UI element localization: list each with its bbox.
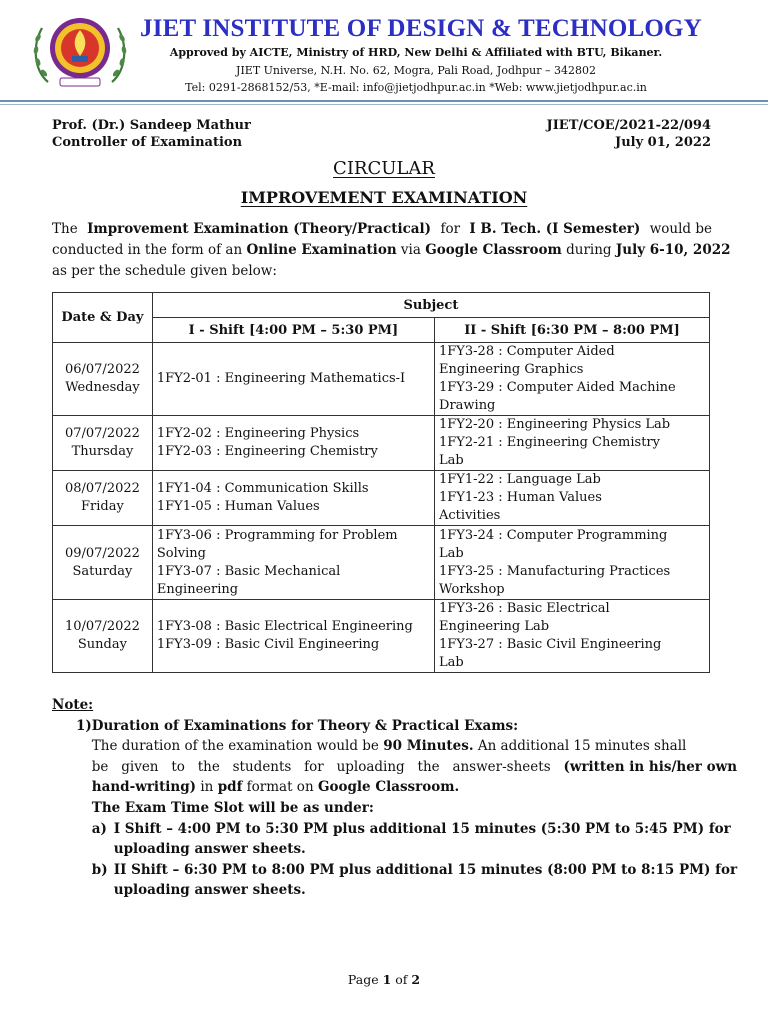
subject-line: Engineering Graphics: [439, 362, 584, 377]
subject-line: 1FY2-03 : Engineering Chemistry: [156, 444, 378, 459]
exam-day: Thursday: [71, 444, 134, 459]
exam-date: 06/07/2022: [64, 362, 140, 377]
duration-word: students: [232, 758, 292, 775]
slot-heading: The Exam Time Slot will be as under:: [91, 799, 374, 816]
table-row: [53, 600, 710, 673]
intro-bold-mode: Online Examination: [246, 242, 397, 258]
header-divider-thin: [0, 104, 768, 105]
signatory-name: Prof. (Dr.) Sandeep Mathur: [52, 118, 251, 133]
header-subject: Subject: [152, 293, 709, 318]
table-row: [53, 471, 710, 526]
duration-word: the: [197, 758, 220, 775]
intro-line-1: [52, 219, 712, 240]
exam-date: 08/07/2022: [64, 481, 140, 496]
page-number: 1: [382, 972, 392, 987]
subject-line: 1FY3-26 : Basic Electrical: [439, 601, 610, 616]
subject-line: Lab: [439, 545, 464, 561]
table-row: [53, 526, 710, 600]
reference-date: July 01, 2022: [615, 135, 711, 150]
intro-text: would be: [649, 221, 712, 237]
schedule-body: [53, 343, 710, 673]
subject-line: Activities: [439, 508, 501, 523]
subject-line: 1FY3-09 : Basic Civil Engineering: [156, 637, 380, 652]
duration-bold-platform: Google Classroom.: [317, 779, 460, 796]
page-footer: [0, 972, 768, 987]
header-divider: [0, 100, 768, 102]
subject-line: 1FY2-01 : Engineering Mathematics-I: [156, 371, 406, 386]
duration-word: given: [121, 758, 159, 775]
subject-line: 1FY1-22 : Language Lab: [439, 472, 601, 487]
intro-text: conducted in the form of an: [52, 242, 247, 258]
subject-line: 1FY3-29 : Computer Aided Machine: [439, 380, 676, 395]
slot-line-2: uploading answer sheets.: [113, 882, 306, 899]
subject-line: 1FY3-08 : Basic Electrical Engineering: [156, 619, 413, 634]
subject-line: Workshop: [439, 581, 505, 597]
reference-number: JIET/COE/2021-22/094: [546, 118, 711, 133]
duration-word: answer-sheets: [452, 758, 551, 775]
intro-bold-course: I B. Tech. (I Semester): [469, 221, 641, 237]
subject-line: 1FY3-28 : Computer Aided: [439, 344, 615, 359]
intro-text: during: [561, 242, 616, 258]
shift-1-cell: [152, 416, 434, 471]
contact-line: Tel: 0291-2868152/53, *E-mail: info@jietjodhpur.ac.in *Web: www.jietjodhpur.ac.in: [185, 81, 647, 94]
duration-word: be: [91, 758, 109, 775]
shift-1-cell: [152, 526, 434, 600]
duration-word: for: [304, 758, 324, 775]
header-date-day: Date & Day: [53, 293, 153, 343]
duration-text: format on: [242, 779, 318, 796]
header-shift-1: I - Shift [4:00 PM – 5:30 PM]: [152, 318, 434, 343]
duration-line-1: [92, 736, 737, 757]
duration-bold-format: pdf: [217, 779, 243, 796]
address-line: JIET Universe, N.H. No. 62, Mogra, Pali Road, Jodhpur – 342802: [236, 64, 596, 77]
exam-day: Sunday: [77, 637, 127, 652]
duration-bold-minutes: 90 Minutes.: [383, 738, 474, 755]
duration-text: An additional 15 minutes shall: [473, 738, 687, 755]
intro-bold-exam-type: Improvement Examination (Theory/Practical): [87, 221, 432, 237]
exam-schedule-table: [52, 292, 710, 673]
shift-2-cell: [435, 600, 710, 673]
exam-day: Friday: [81, 499, 124, 514]
subject-line: Lab: [439, 655, 464, 670]
exam-day: Saturday: [72, 563, 133, 579]
intro-bold-dates: July 6-10, 2022: [615, 242, 731, 258]
duration-line-3: [92, 777, 737, 798]
duration-word: uploading: [336, 758, 405, 775]
shift-1-cell: [152, 471, 434, 526]
approval-line: Approved by AICTE, Ministry of HRD, New Delhi & Affiliated with BTU, Bikaner.: [169, 46, 663, 59]
intro-text: The: [52, 221, 78, 237]
exam-day: Wednesday: [65, 380, 140, 395]
reference-block: [547, 117, 711, 151]
subject-line: 1FY3-24 : Computer Programming: [439, 527, 668, 543]
subject-line: 1FY2-02 : Engineering Physics: [156, 426, 360, 441]
intro-paragraph: [52, 219, 731, 282]
subject-line: 1FY1-23 : Human Values: [439, 490, 602, 505]
subject-line: 1FY1-04 : Communication Skills: [156, 481, 369, 496]
slot-item: [92, 860, 737, 901]
note-item-body: [92, 716, 737, 901]
subject-line: Engineering: [156, 581, 239, 597]
subject-line: Engineering Lab: [439, 619, 550, 634]
duration-word: the: [417, 758, 440, 775]
shift-2-cell: [435, 343, 710, 416]
table-row: [53, 343, 710, 416]
slot-text: [114, 819, 737, 860]
slot-item: [92, 819, 737, 860]
subject-line: 1FY2-20 : Engineering Physics Lab: [439, 417, 671, 432]
signatory-block: [52, 117, 251, 151]
page-total: 2: [411, 972, 421, 987]
date-cell: [53, 600, 153, 673]
shift-1-cell: [152, 600, 434, 673]
intro-line-2: [52, 240, 731, 261]
duration-text: The duration of the examination would be: [91, 738, 384, 755]
exam-title: IMPROVEMENT EXAMINATION: [240, 188, 528, 207]
circular-title: CIRCULAR: [333, 158, 435, 179]
page-of: of: [391, 972, 412, 987]
intro-bold-platform: Google Classroom: [425, 242, 562, 258]
notes-section: [52, 695, 738, 901]
shift-2-cell: [435, 471, 710, 526]
date-cell: [53, 416, 153, 471]
subject-line: Drawing: [439, 398, 496, 413]
slot-line-1: II Shift – 6:30 PM to 8:00 PM plus additional 15 minutes (8:00 PM to 8:15 PM) for: [113, 861, 738, 878]
slot-list: [92, 819, 737, 901]
exam-date: 09/07/2022: [64, 545, 140, 561]
note-item-number: 1): [76, 717, 92, 734]
table-row: [53, 416, 710, 471]
slot-label: a): [91, 820, 107, 837]
note-item-title: Duration of Examinations for Theory & Practical Exams:: [91, 717, 519, 734]
subject-line: 1FY3-27 : Basic Civil Engineering: [439, 637, 662, 652]
shift-2-cell: [435, 416, 710, 471]
letterhead: [0, 0, 768, 104]
subject-line: 1FY3-25 : Manufacturing Practices: [439, 563, 671, 579]
page-label: Page: [347, 972, 383, 987]
intro-line-3: as per the schedule given below:: [52, 263, 277, 279]
shift-2-cell: [435, 526, 710, 600]
intro-text: for: [440, 221, 461, 237]
note-item-1: [52, 716, 738, 901]
intro-text: via: [396, 242, 426, 258]
institute-name: JIET INSTITUTE OF DESIGN & TECHNOLOGY: [140, 15, 702, 42]
slot-line-1: I Shift – 4:00 PM to 5:30 PM plus additional 15 minutes (5:30 PM to 5:45 PM) for: [113, 820, 731, 837]
header-shift-2: II - Shift [6:30 PM – 8:00 PM]: [435, 318, 710, 343]
subject-line: Solving: [156, 545, 206, 561]
slot-line-2: uploading answer sheets.: [113, 841, 306, 858]
institute-logo-emblem: [26, 12, 134, 90]
subject-line: 1FY2-21 : Engineering Chemistry: [439, 435, 660, 450]
exam-date: 07/07/2022: [64, 426, 140, 441]
duration-word: to: [171, 758, 185, 775]
duration-text: in: [196, 779, 218, 796]
date-cell: [53, 343, 153, 416]
shift-1-cell: [152, 343, 434, 416]
exam-date: 10/07/2022: [64, 619, 140, 634]
slot-label: b): [91, 861, 108, 878]
duration-line-2: [92, 757, 737, 778]
duration-bold-handwriting: hand-writing): [91, 779, 197, 796]
date-cell: [53, 526, 153, 600]
note-heading: Note:: [52, 697, 94, 713]
subject-line: Lab: [439, 453, 464, 468]
signatory-title: Controller of Examination: [52, 135, 243, 150]
subject-line: 1FY3-07 : Basic Mechanical: [156, 563, 341, 579]
subject-line: 1FY1-05 : Human Values: [156, 499, 320, 514]
slot-text: [114, 860, 737, 901]
date-cell: [53, 471, 153, 526]
duration-bold-written: (written in his/her own: [563, 758, 738, 775]
subject-line: 1FY3-06 : Programming for Problem: [156, 527, 398, 543]
